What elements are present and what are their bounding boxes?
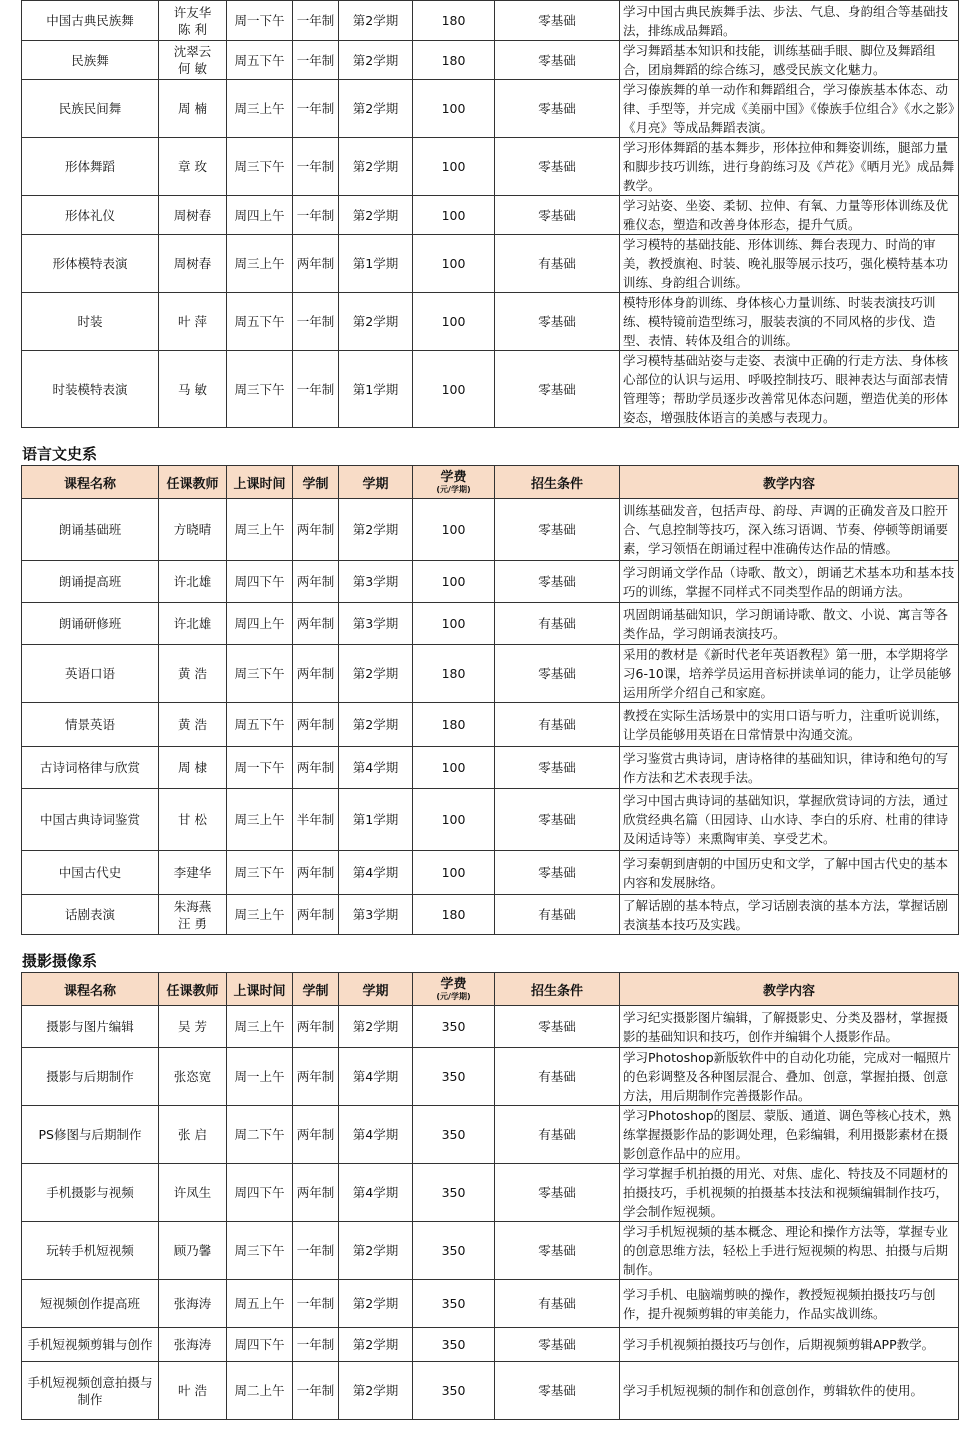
class-time-cell: 周三下午 xyxy=(227,645,293,703)
header-fee-unit: (元/学期) xyxy=(436,485,471,494)
fee-cell: 350 xyxy=(413,1280,495,1328)
class-time-cell: 周五下午 xyxy=(227,703,293,747)
term-cell: 第2学期 xyxy=(339,1362,413,1420)
teacher-cell xyxy=(159,1106,227,1164)
header-requirement: 招生条件 xyxy=(495,466,620,499)
language-table-body xyxy=(22,499,959,935)
header-content: 教学内容 xyxy=(620,973,959,1006)
duration-cell: 一年制 xyxy=(293,196,339,235)
content-cell: 学习中国古典诗词的基础知识，掌握欣赏诗词的方法，通过欣赏经典名篇（田园诗、山水诗、李白的乐府、杜甫的律诗及闲适诗等）来熏陶审美、享受艺术。 xyxy=(620,789,959,851)
fee-cell: 100 xyxy=(413,603,495,645)
teacher-name: 周 棣 xyxy=(178,760,207,775)
teacher-cell xyxy=(159,645,227,703)
content-cell: 学习手机短视频的基本概念、理论和操作方法等，掌握专业的创意思维方法，轻松上手进行短视频的构思、拍摄与后期制作。 xyxy=(620,1222,959,1280)
class-time-cell: 周三上午 xyxy=(227,80,293,138)
duration-cell: 两年制 xyxy=(293,603,339,645)
teacher-cell xyxy=(159,851,227,895)
requirement-cell: 零基础 xyxy=(495,1328,620,1362)
requirement-cell: 零基础 xyxy=(495,851,620,895)
table-row xyxy=(22,645,959,703)
fee-cell: 100 xyxy=(413,747,495,789)
header-requirement: 招生条件 xyxy=(495,973,620,1006)
duration-cell: 两年制 xyxy=(293,499,339,561)
fee-cell: 100 xyxy=(413,80,495,138)
course-name-cell: 玩转手机短视频 xyxy=(22,1222,159,1280)
fee-cell: 350 xyxy=(413,1362,495,1420)
table-row xyxy=(22,196,959,235)
header-fee-label: 学费 xyxy=(440,977,467,992)
content-cell: 了解话剧的基本特点，学习话剧表演的基本方法，掌握话剧表演基本技巧及实践。 xyxy=(620,895,959,935)
requirement-cell: 零基础 xyxy=(495,561,620,603)
table-row xyxy=(22,703,959,747)
table-row xyxy=(22,1,959,41)
term-cell: 第2学期 xyxy=(339,293,413,351)
requirement-cell: 零基础 xyxy=(495,789,620,851)
course-name-cell: 朗诵研修班 xyxy=(22,603,159,645)
duration-cell: 两年制 xyxy=(293,561,339,603)
table-row xyxy=(22,499,959,561)
duration-cell: 一年制 xyxy=(293,1328,339,1362)
content-cell: 巩固朗诵基础知识，学习朗诵诗歌、散文、小说、寓言等各类作品，学习朗诵表演技巧。 xyxy=(620,603,959,645)
table-row xyxy=(22,351,959,428)
duration-cell: 两年制 xyxy=(293,645,339,703)
teacher-name: 方晓晴 xyxy=(173,522,212,537)
course-name-cell: 手机短视频剪辑与创作 xyxy=(22,1328,159,1362)
course-name-cell: 英语口语 xyxy=(22,645,159,703)
term-cell: 第1学期 xyxy=(339,351,413,428)
fee-cell: 350 xyxy=(413,1164,495,1222)
requirement-cell: 零基础 xyxy=(495,1006,620,1048)
teacher-cell xyxy=(159,747,227,789)
duration-cell: 两年制 xyxy=(293,703,339,747)
course-name-cell: PS修图与后期制作 xyxy=(22,1106,159,1164)
content-cell: 采用的教材是《新时代老年英语教程》第一册，本学期将学习6-10课，培养学员运用音标拼读单词的能力，让学员能够运用所学介绍自己和家庭。 xyxy=(620,645,959,703)
class-time-cell: 周三上午 xyxy=(227,789,293,851)
requirement-cell: 有基础 xyxy=(495,895,620,935)
requirement-cell: 零基础 xyxy=(495,1,620,41)
term-cell: 第2学期 xyxy=(339,138,413,196)
course-name-cell: 中国古典诗词鉴赏 xyxy=(22,789,159,851)
teacher-cell xyxy=(159,1222,227,1280)
term-cell: 第3学期 xyxy=(339,561,413,603)
teacher-cell xyxy=(159,1280,227,1328)
fee-cell: 100 xyxy=(413,293,495,351)
teacher-name: 许友华 xyxy=(173,4,212,20)
term-cell: 第2学期 xyxy=(339,499,413,561)
teacher-name: 张海涛 xyxy=(173,1337,212,1352)
teacher-name: 许北雄 xyxy=(173,574,212,589)
content-cell: 学习中国古典民族舞手法、步法、气息、身韵组合等基础技法，排练成品舞蹈。 xyxy=(620,1,959,41)
teacher-name: 张海涛 xyxy=(173,1296,212,1311)
duration-cell: 两年制 xyxy=(293,1048,339,1106)
header-course: 课程名称 xyxy=(22,973,159,1006)
teacher-cell xyxy=(159,41,227,80)
term-cell: 第2学期 xyxy=(339,1222,413,1280)
teacher-name: 汪 勇 xyxy=(178,915,207,931)
course-name-cell: 朗诵基础班 xyxy=(22,499,159,561)
course-name-cell: 摄影与图片编辑 xyxy=(22,1006,159,1048)
teacher-cell xyxy=(159,561,227,603)
fee-cell: 180 xyxy=(413,1,495,41)
fee-cell: 100 xyxy=(413,351,495,428)
duration-cell: 两年制 xyxy=(293,1006,339,1048)
content-cell: 学习模特的基础技能、形体训练、舞台表现力、时尚的审美，教授旗袍、时装、晚礼服等展示技巧，强化模特基本功训练、身韵组合训练。 xyxy=(620,235,959,293)
term-cell: 第2学期 xyxy=(339,196,413,235)
course-name-cell: 话剧表演 xyxy=(22,895,159,935)
table-row xyxy=(22,603,959,645)
class-time-cell: 周四下午 xyxy=(227,1164,293,1222)
term-cell: 第4学期 xyxy=(339,1164,413,1222)
course-name-cell: 形体舞蹈 xyxy=(22,138,159,196)
fee-cell: 350 xyxy=(413,1048,495,1106)
term-cell: 第4学期 xyxy=(339,747,413,789)
header-teacher: 任课教师 xyxy=(159,973,227,1006)
teacher-cell xyxy=(159,1164,227,1222)
header-duration: 学制 xyxy=(293,973,339,1006)
requirement-cell: 零基础 xyxy=(495,1222,620,1280)
course-name-cell: 中国古代史 xyxy=(22,851,159,895)
header-duration: 学制 xyxy=(293,466,339,499)
requirement-cell: 有基础 xyxy=(495,1280,620,1328)
section-title-photo: 摄影摄像系 xyxy=(22,952,98,970)
duration-cell: 一年制 xyxy=(293,80,339,138)
course-name-cell: 形体模特表演 xyxy=(22,235,159,293)
requirement-cell: 有基础 xyxy=(495,1048,620,1106)
term-cell: 第2学期 xyxy=(339,1328,413,1362)
duration-cell: 一年制 xyxy=(293,41,339,80)
fee-cell: 350 xyxy=(413,1106,495,1164)
requirement-cell: 零基础 xyxy=(495,747,620,789)
table-row xyxy=(22,895,959,935)
header-course: 课程名称 xyxy=(22,466,159,499)
fee-cell: 100 xyxy=(413,499,495,561)
requirement-cell: 零基础 xyxy=(495,499,620,561)
header-fee xyxy=(413,466,495,499)
fee-cell: 100 xyxy=(413,235,495,293)
course-name-cell: 时装模特表演 xyxy=(22,351,159,428)
course-name-cell: 民族舞 xyxy=(22,41,159,80)
class-time-cell: 周三上午 xyxy=(227,235,293,293)
table-row xyxy=(22,1164,959,1222)
duration-cell: 两年制 xyxy=(293,235,339,293)
content-cell: 学习Photoshop的图层、蒙版、通道、调色等核心技术，熟练掌握摄影作品的影调处理，色彩编辑，利用摄影素材在摄影创意作品中的应用。 xyxy=(620,1106,959,1164)
teacher-cell xyxy=(159,235,227,293)
term-cell: 第2学期 xyxy=(339,1006,413,1048)
teacher-name: 张 启 xyxy=(178,1127,207,1142)
duration-cell: 一年制 xyxy=(293,1280,339,1328)
class-time-cell: 周四上午 xyxy=(227,603,293,645)
duration-cell: 一年制 xyxy=(293,1,339,41)
course-name-cell: 手机摄影与视频 xyxy=(22,1164,159,1222)
requirement-cell: 零基础 xyxy=(495,293,620,351)
content-cell: 学习纪实摄影图片编辑，了解摄影史、分类及器材，掌握摄影的基础知识和技巧，创作并编辑个人摄影作品。 xyxy=(620,1006,959,1048)
fee-cell: 350 xyxy=(413,1006,495,1048)
teacher-cell xyxy=(159,196,227,235)
teacher-cell xyxy=(159,1048,227,1106)
header-teacher: 任课教师 xyxy=(159,466,227,499)
table-row xyxy=(22,851,959,895)
photo-table-body xyxy=(22,1006,959,1420)
class-time-cell: 周五下午 xyxy=(227,293,293,351)
duration-cell: 两年制 xyxy=(293,895,339,935)
course-name-cell: 短视频创作提高班 xyxy=(22,1280,159,1328)
teacher-name: 周树春 xyxy=(173,256,212,271)
requirement-cell: 零基础 xyxy=(495,1164,620,1222)
class-time-cell: 周三下午 xyxy=(227,1222,293,1280)
fee-cell: 100 xyxy=(413,196,495,235)
class-time-cell: 周三上午 xyxy=(227,895,293,935)
duration-cell: 一年制 xyxy=(293,351,339,428)
content-cell: 学习鉴赏古典诗词，唐诗格律的基础知识，律诗和绝句的写作方法和艺术表现手法。 xyxy=(620,747,959,789)
teacher-name: 李建华 xyxy=(173,865,212,880)
teacher-name: 许凤生 xyxy=(173,1185,212,1200)
content-cell: 教授在实际生活场景中的实用口语与听力，注重听说训练，让学员能够用英语在日常情景中沟通交流。 xyxy=(620,703,959,747)
teacher-cell xyxy=(159,603,227,645)
term-cell: 第1学期 xyxy=(339,789,413,851)
course-name-cell: 民族民间舞 xyxy=(22,80,159,138)
teacher-cell xyxy=(159,138,227,196)
teacher-cell xyxy=(159,789,227,851)
term-cell: 第2学期 xyxy=(339,1,413,41)
teacher-name: 陈 利 xyxy=(178,21,207,37)
table-row xyxy=(22,1328,959,1362)
teacher-name: 周树春 xyxy=(173,207,212,223)
course-name-cell: 情景英语 xyxy=(22,703,159,747)
teacher-cell xyxy=(159,1362,227,1420)
duration-cell: 一年制 xyxy=(293,293,339,351)
duration-cell: 一年制 xyxy=(293,1362,339,1420)
fee-cell: 100 xyxy=(413,138,495,196)
content-cell: 学习傣族舞的单一动作和舞蹈组合，学习傣族基本体态、动律、手型等，并完成《美丽中国》《傣族手位组合》《水之影》《月亮》等成品舞蹈表演。 xyxy=(620,80,959,138)
requirement-cell: 零基础 xyxy=(495,196,620,235)
duration-cell: 半年制 xyxy=(293,789,339,851)
table-row xyxy=(22,235,959,293)
teacher-cell xyxy=(159,499,227,561)
class-time-cell: 周三下午 xyxy=(227,351,293,428)
class-time-cell: 周三上午 xyxy=(227,499,293,561)
duration-cell: 两年制 xyxy=(293,1164,339,1222)
table-row xyxy=(22,1280,959,1328)
course-name-cell: 形体礼仪 xyxy=(22,196,159,235)
term-cell: 第2学期 xyxy=(339,1280,413,1328)
content-cell: 学习秦朝到唐朝的中国历史和文学，了解中国古代史的基本内容和发展脉络。 xyxy=(620,851,959,895)
requirement-cell: 有基础 xyxy=(495,703,620,747)
table-row xyxy=(22,789,959,851)
term-cell: 第2学期 xyxy=(339,703,413,747)
dance-table-body xyxy=(22,1,959,428)
content-cell: 学习朗诵文学作品（诗歌、散文），朗诵艺术基本功和基本技巧的训练，掌握不同样式不同类型作品的朗诵方法。 xyxy=(620,561,959,603)
teacher-name: 何 敏 xyxy=(178,61,207,76)
term-cell: 第4学期 xyxy=(339,1048,413,1106)
fee-cell: 180 xyxy=(413,703,495,747)
table-row xyxy=(22,1048,959,1106)
language-course-table xyxy=(21,465,959,935)
table-row xyxy=(22,80,959,138)
teacher-name: 甘 松 xyxy=(178,812,207,827)
section-title-language: 语言文史系 xyxy=(22,445,98,463)
photo-course-table xyxy=(21,972,959,1420)
header-fee-unit: (元/学期) xyxy=(436,992,471,1001)
content-cell: 学习舞蹈基本知识和技能，训练基础手眼、脚位及舞蹈组合，团扇舞蹈的综合练习，感受民族文化魅力。 xyxy=(620,41,959,80)
course-name-cell: 朗诵提高班 xyxy=(22,561,159,603)
class-time-cell: 周二下午 xyxy=(227,1106,293,1164)
header-term: 学期 xyxy=(339,973,413,1006)
term-cell: 第2学期 xyxy=(339,80,413,138)
class-time-cell: 周三下午 xyxy=(227,851,293,895)
class-time-cell: 周一下午 xyxy=(227,747,293,789)
teacher-cell xyxy=(159,1006,227,1048)
teacher-name: 朱海燕 xyxy=(173,898,212,914)
term-cell: 第1学期 xyxy=(339,235,413,293)
term-cell: 第4学期 xyxy=(339,1106,413,1164)
fee-cell: 100 xyxy=(413,561,495,603)
content-cell: 学习形体舞蹈的基本舞步，形体拉伸和舞姿训练，腿部力量和脚步技巧训练，进行身韵练习及《芦花》《晒月光》成品舞教学。 xyxy=(620,138,959,196)
teacher-name: 叶 浩 xyxy=(178,1383,207,1398)
content-cell: 学习手机、电脑端剪映的操作，教授短视频拍摄技巧与创作，提升视频剪辑的审美能力，作品实战训练。 xyxy=(620,1280,959,1328)
class-time-cell: 周三上午 xyxy=(227,1006,293,1048)
duration-cell: 一年制 xyxy=(293,138,339,196)
duration-cell: 两年制 xyxy=(293,851,339,895)
fee-cell: 350 xyxy=(413,1222,495,1280)
class-time-cell: 周四上午 xyxy=(227,196,293,235)
duration-cell: 两年制 xyxy=(293,747,339,789)
table-row xyxy=(22,138,959,196)
requirement-cell: 零基础 xyxy=(495,138,620,196)
course-name-cell: 手机短视频创意拍摄与制作 xyxy=(22,1362,159,1420)
requirement-cell: 有基础 xyxy=(495,603,620,645)
class-time-cell: 周二上午 xyxy=(227,1362,293,1420)
class-time-cell: 周四下午 xyxy=(227,561,293,603)
requirement-cell: 零基础 xyxy=(495,41,620,80)
teacher-name: 沈翠云 xyxy=(173,44,212,59)
table-header-row xyxy=(22,973,959,1006)
class-time-cell: 周五上午 xyxy=(227,1280,293,1328)
course-name-cell: 中国古典民族舞 xyxy=(22,1,159,41)
table-row xyxy=(22,561,959,603)
teacher-name: 吴 芳 xyxy=(178,1019,207,1034)
dance-course-table xyxy=(21,0,959,428)
teacher-cell xyxy=(159,1328,227,1362)
content-cell: 学习站姿、坐姿、柔韧、拉伸、有氧、力量等形体训练及优雅仪态，塑造和改善身体形态，提升气质。 xyxy=(620,196,959,235)
teacher-name: 黄 浩 xyxy=(178,717,207,732)
fee-cell: 100 xyxy=(413,851,495,895)
term-cell: 第4学期 xyxy=(339,851,413,895)
class-time-cell: 周五下午 xyxy=(227,41,293,80)
teacher-name: 黄 浩 xyxy=(178,666,207,681)
fee-cell: 100 xyxy=(413,789,495,851)
content-cell: 学习手机短视频的制作和创意创作，剪辑软件的使用。 xyxy=(620,1362,959,1420)
duration-cell: 一年制 xyxy=(293,1222,339,1280)
table-header-row xyxy=(22,466,959,499)
requirement-cell: 有基础 xyxy=(495,1106,620,1164)
course-name-cell: 时装 xyxy=(22,293,159,351)
header-fee xyxy=(413,973,495,1006)
class-time-cell: 周一上午 xyxy=(227,1048,293,1106)
teacher-cell xyxy=(159,80,227,138)
term-cell: 第3学期 xyxy=(339,895,413,935)
content-cell: 学习Photoshop新版软件中的自动化功能，完成对一幅照片的色彩调整及各种图层混合、叠加、创意，掌握拍摄、创意方法，用后期制作完善摄影作品。 xyxy=(620,1048,959,1106)
teacher-name: 周 楠 xyxy=(178,101,207,116)
teacher-name: 章 玫 xyxy=(178,159,207,174)
teacher-cell xyxy=(159,895,227,935)
course-name-cell: 古诗词格律与欣赏 xyxy=(22,747,159,789)
content-cell: 训练基础发音，包括声母、韵母、声调的正确发音及口腔开合、气息控制等技巧，深入练习语调、节奏、停顿等朗诵要素，学习领悟在朗诵过程中准确传达作品的情感。 xyxy=(620,499,959,561)
requirement-cell: 零基础 xyxy=(495,645,620,703)
requirement-cell: 零基础 xyxy=(495,80,620,138)
term-cell: 第3学期 xyxy=(339,603,413,645)
class-time-cell: 周三下午 xyxy=(227,138,293,196)
table-row xyxy=(22,1106,959,1164)
table-row xyxy=(22,41,959,80)
header-term: 学期 xyxy=(339,466,413,499)
content-cell: 学习手机视频拍摄技巧与创作，后期视频剪辑APP教学。 xyxy=(620,1328,959,1362)
table-row xyxy=(22,747,959,789)
term-cell: 第2学期 xyxy=(339,645,413,703)
teacher-name: 张恣宽 xyxy=(173,1069,212,1084)
header-time: 上课时间 xyxy=(227,466,293,499)
teacher-cell xyxy=(159,351,227,428)
table-row xyxy=(22,1006,959,1048)
requirement-cell: 零基础 xyxy=(495,351,620,428)
table-row xyxy=(22,1222,959,1280)
content-cell: 模特形体身韵训练、身体核心力量训练、时装表演技巧训练、模特镜前造型练习，服装表演的不同风格的步伐、造型、表情、转体及组合的训练。 xyxy=(620,293,959,351)
requirement-cell: 有基础 xyxy=(495,235,620,293)
header-fee-label: 学费 xyxy=(440,470,467,485)
table-row xyxy=(22,293,959,351)
duration-cell: 两年制 xyxy=(293,1106,339,1164)
class-time-cell: 周四下午 xyxy=(227,1328,293,1362)
term-cell: 第2学期 xyxy=(339,41,413,80)
teacher-name: 叶 萍 xyxy=(178,314,207,329)
requirement-cell: 零基础 xyxy=(495,1362,620,1420)
fee-cell: 180 xyxy=(413,895,495,935)
teacher-name: 顾乃馨 xyxy=(173,1243,212,1258)
content-cell: 学习掌握手机拍摄的用光、对焦、虚化、特技及不同题材的拍摄技巧，手机视频的拍摄基本技法和视频编辑制作技巧，学会制作短视频。 xyxy=(620,1164,959,1222)
teacher-cell xyxy=(159,703,227,747)
teacher-cell xyxy=(159,293,227,351)
course-name-cell: 摄影与后期制作 xyxy=(22,1048,159,1106)
fee-cell: 180 xyxy=(413,645,495,703)
teacher-cell xyxy=(159,1,227,41)
fee-cell: 180 xyxy=(413,41,495,80)
teacher-name: 许北雄 xyxy=(173,616,212,631)
content-cell: 学习模特基础站姿与走姿、表演中正确的行走方法、身体核心部位的认识与运用、呼吸控制技巧、眼神表达与面部表情管理等；帮助学员逐步改善常见体态问题，塑造优美的形体姿态，增强肢体语言的美感与表现力。 xyxy=(620,351,959,428)
teacher-name: 马 敏 xyxy=(178,381,207,397)
header-time: 上课时间 xyxy=(227,973,293,1006)
table-row xyxy=(22,1362,959,1420)
class-time-cell: 周一下午 xyxy=(227,1,293,41)
header-content: 教学内容 xyxy=(620,466,959,499)
fee-cell: 350 xyxy=(413,1328,495,1362)
